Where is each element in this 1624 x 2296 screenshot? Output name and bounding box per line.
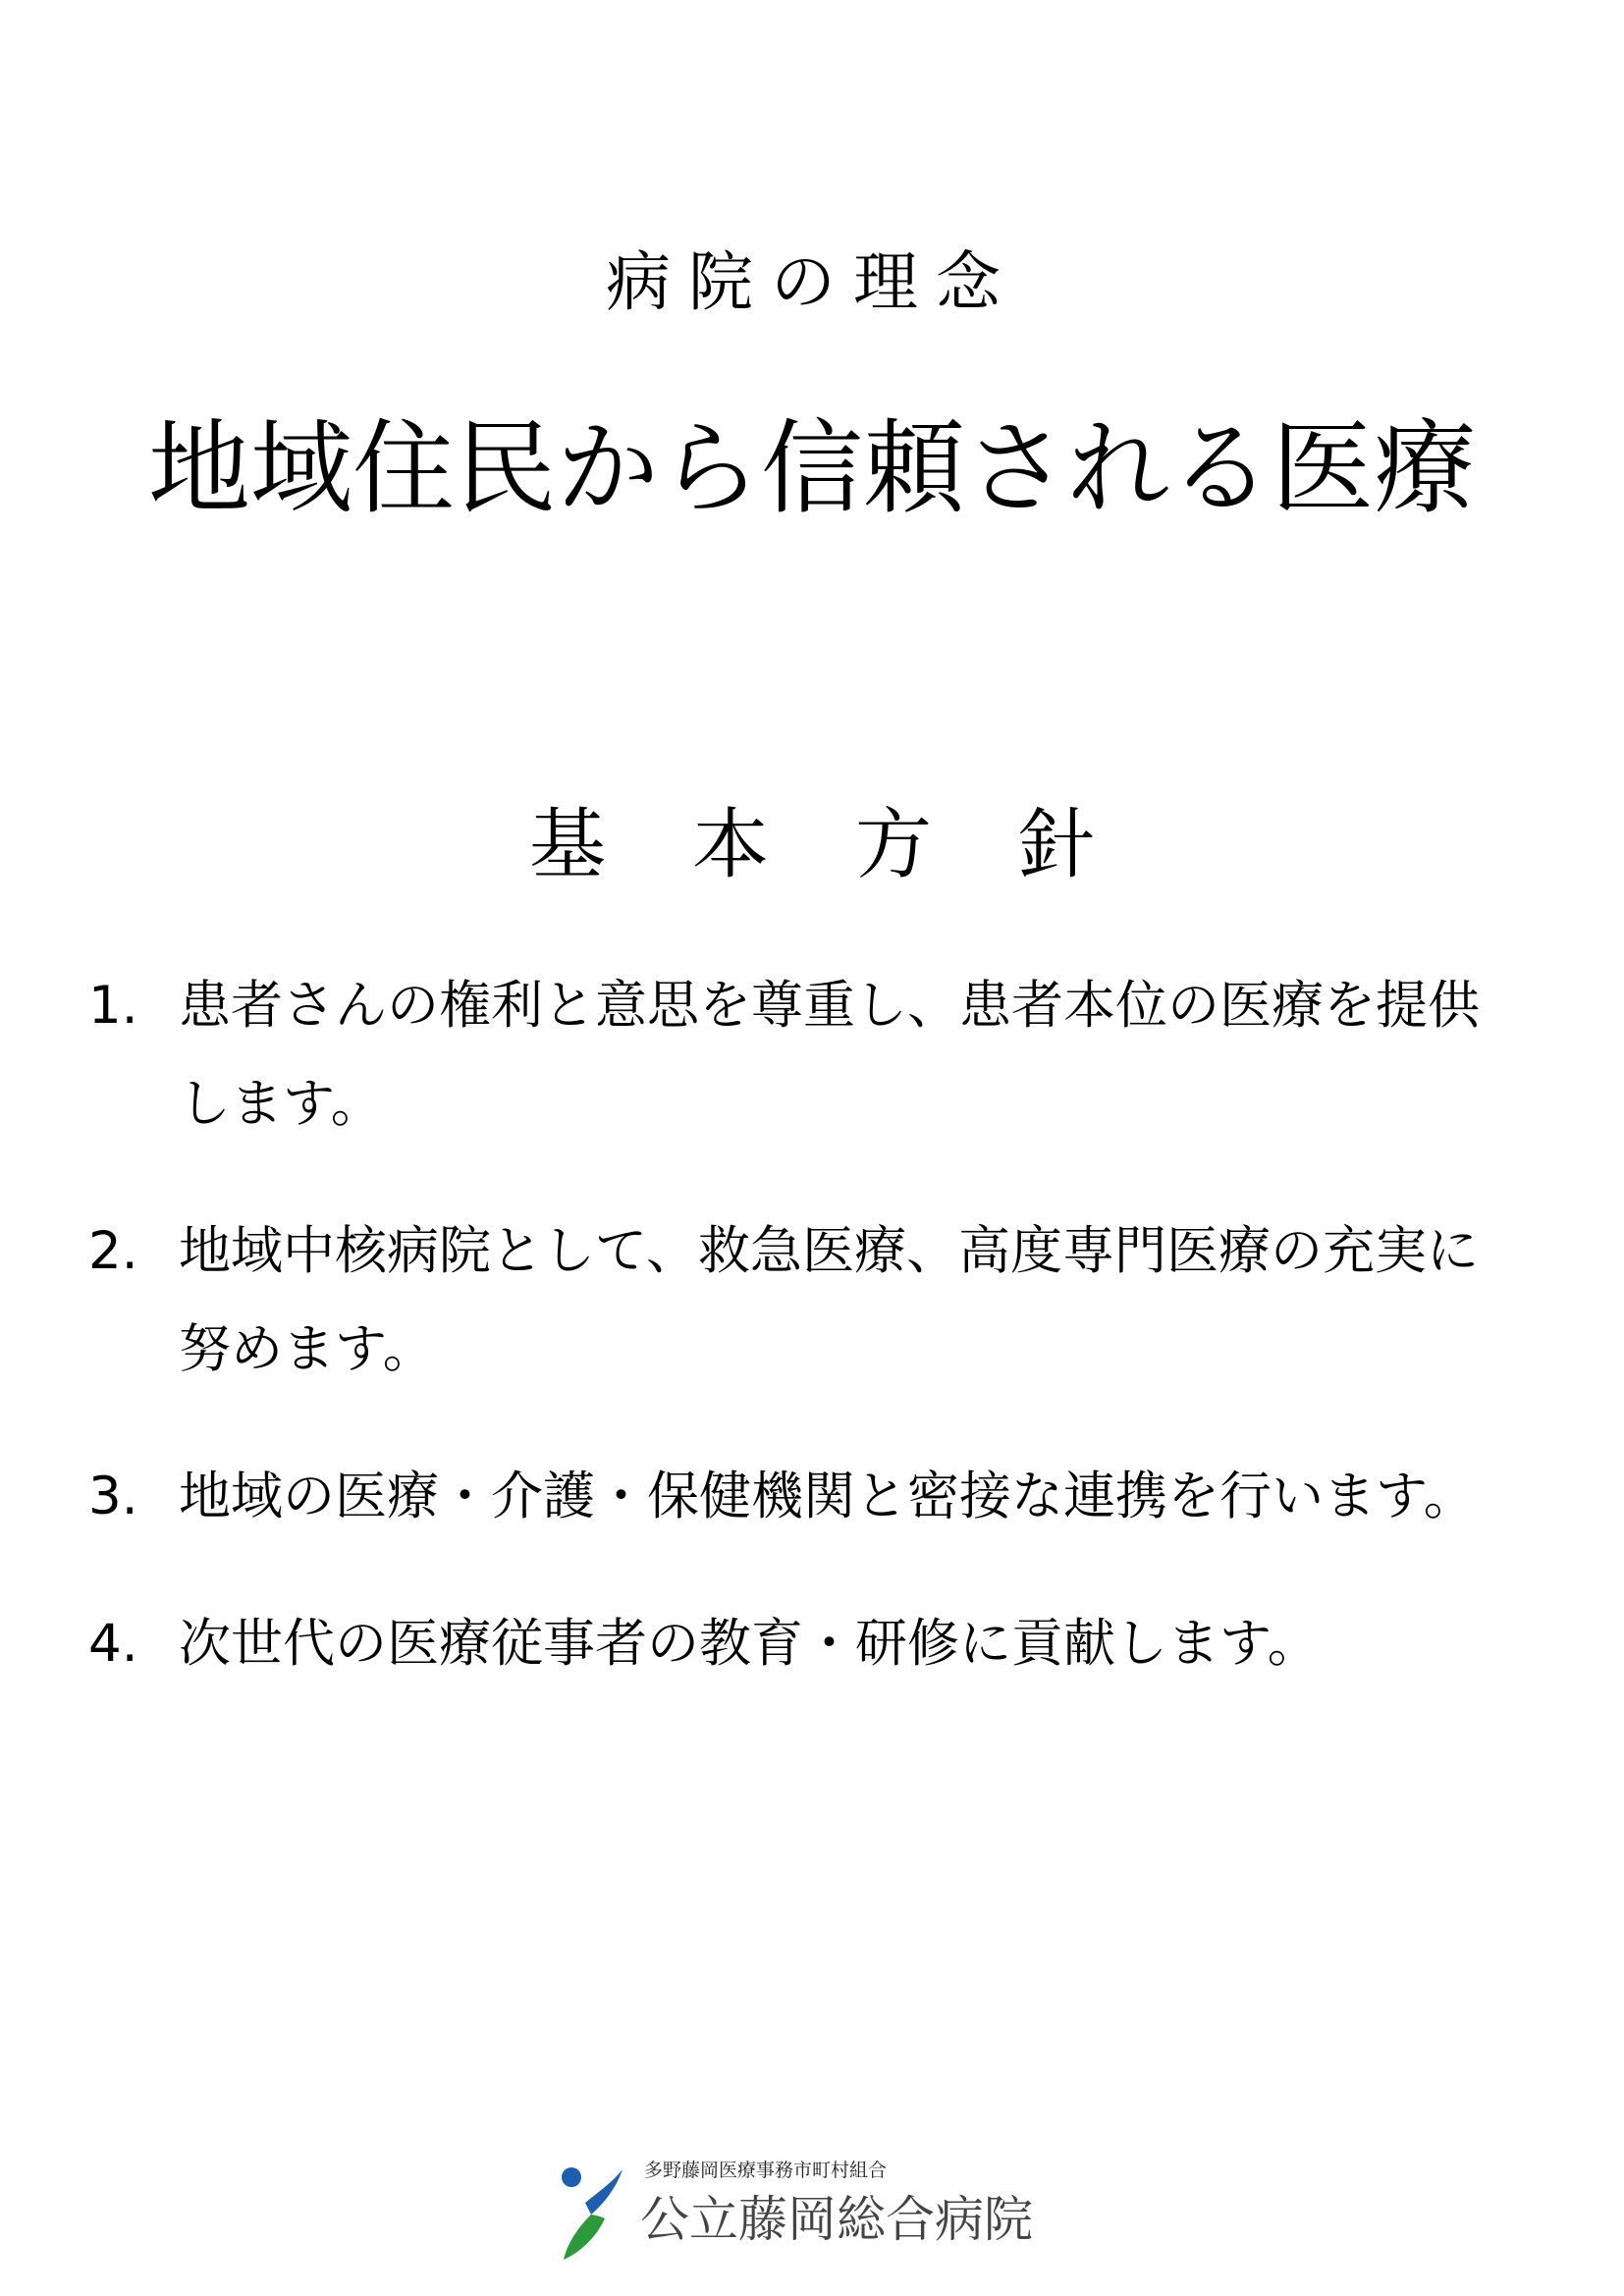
philosophy-statement: 地域住民から信頼される医療 xyxy=(147,408,1476,528)
policy-item-text-line: 地域中核病院として、救急医療、高度専門医療の充実に xyxy=(179,1221,1479,1281)
policy-item-number: 2. xyxy=(88,1221,138,1281)
policy-item-number: 4. xyxy=(88,1614,138,1674)
policy-heading-char: 方 xyxy=(855,801,933,889)
policy-heading-char: 基 xyxy=(528,801,606,889)
footer xyxy=(558,2156,1108,2264)
policy-item xyxy=(88,1202,1561,1399)
policy-item-number: 3. xyxy=(88,1467,138,1526)
policy-item-text-line: 地域の医療・介護・保健機関と密接な連携を行います。 xyxy=(179,1467,1476,1526)
policy-item-text-line: します。 xyxy=(179,1074,383,1134)
organization-name: 多野藤岡医療事務市町村組合 xyxy=(644,2160,888,2181)
philosophy-heading: 病院の理念 xyxy=(606,244,1018,320)
policy-item-text-line: 次世代の医療従事者の教育・研修に貢献します。 xyxy=(179,1614,1320,1674)
policy-heading-char: 本 xyxy=(691,801,769,889)
logo-green-stroke xyxy=(564,2215,605,2260)
policy-heading xyxy=(0,801,1624,889)
policy-item xyxy=(88,957,1561,1153)
logo-blue-stroke xyxy=(585,2169,623,2215)
policy-item xyxy=(88,1595,1561,1693)
policy-item-text-line: 努めます。 xyxy=(179,1319,435,1379)
policy-heading-char: 針 xyxy=(1018,801,1096,889)
policy-list xyxy=(88,957,1561,1742)
logo-dot xyxy=(562,2167,581,2187)
policy-item-text-line: 患者さんの権利と意思を尊重し、患者本位の医療を提供 xyxy=(179,976,1480,1036)
hospital-logo-icon xyxy=(558,2163,626,2262)
policy-item xyxy=(88,1448,1561,1546)
policy-item-number: 1. xyxy=(88,976,138,1036)
hospital-name: 公立藤岡総合病院 xyxy=(640,2191,1033,2248)
